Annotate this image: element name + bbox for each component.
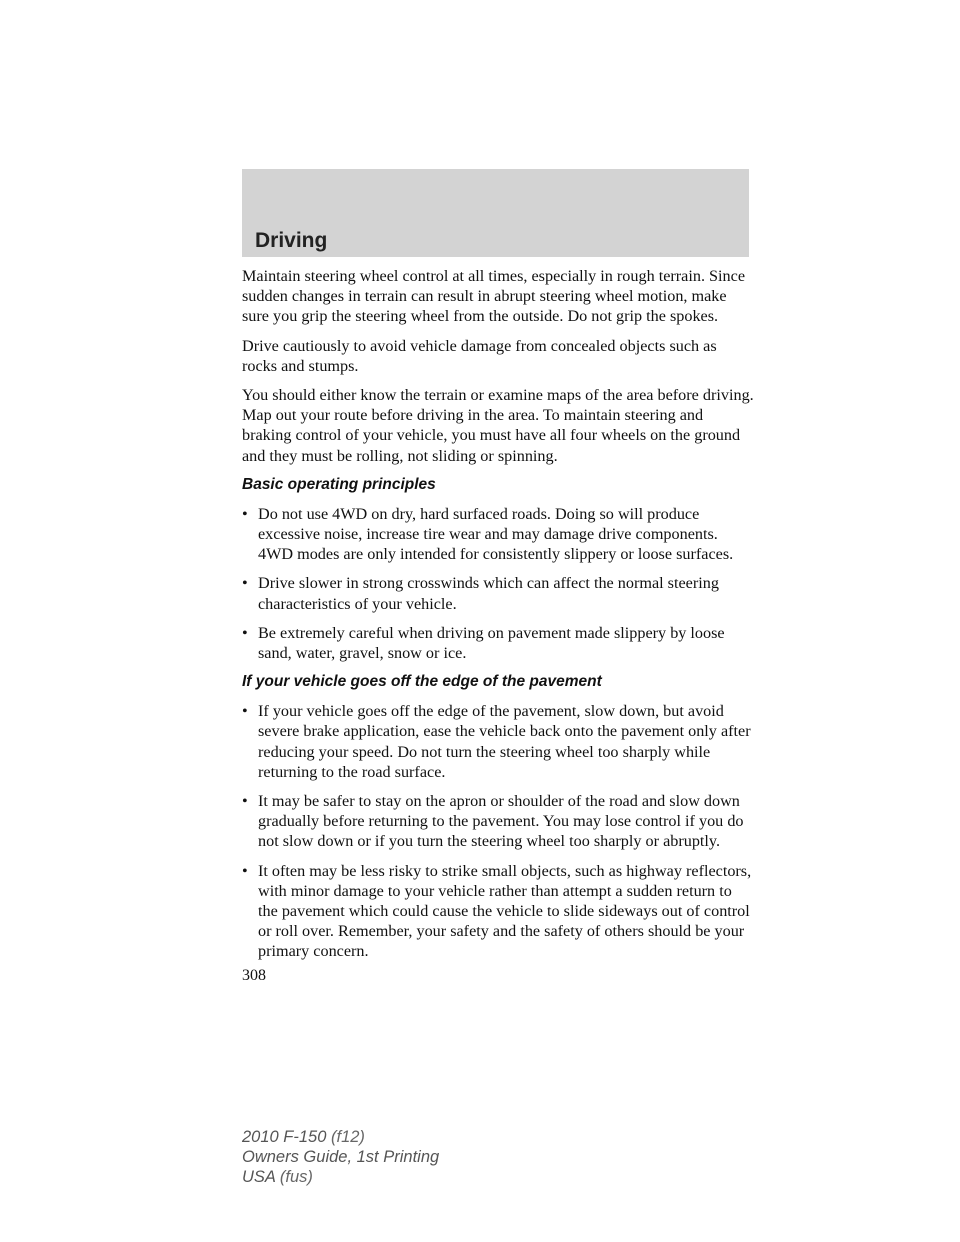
list-item	[242, 861, 754, 962]
list-item-text: If your vehicle goes off the edge of the pavement, slow down, but avoid severe brake application, ease the vehicle back onto the pavement only after reducing your speed. Do not turn the steering wheel too sharply while returning to the road surface.	[258, 702, 751, 781]
footer-market-code: (fus)	[279, 1168, 313, 1186]
document-footer	[242, 1127, 439, 1187]
page-content	[242, 266, 754, 971]
paragraph: Drive cautiously to avoid vehicle damage from concealed objects such as rocks and stumps.	[242, 336, 717, 375]
list-item-text: It may be safer to stay on the apron or shoulder of the road and slow down gradually before returning to the pavement. You may lose control if you do not slow down or if you turn the steering wheel too sharply or abruptly.	[258, 792, 744, 851]
list-item	[242, 504, 754, 565]
footer-model: 2010 F-150	[242, 1128, 327, 1146]
bullet-icon: •	[242, 792, 248, 811]
subheading-off-pavement: If your vehicle goes off the edge of the pavement	[242, 673, 602, 691]
list-item-text: Do not use 4WD on dry, hard surfaced roads. Doing so will produce excessive noise, increase tire wear and may damage drive components. 4WD modes are only intended for consistently slippery or loose surfaces.	[258, 504, 734, 564]
list-item	[242, 701, 754, 782]
footer-model-code: (f12)	[331, 1128, 365, 1146]
footer-line	[242, 1167, 439, 1187]
list-item-text: It often may be less risky to strike small objects, such as highway reflectors, with minor damage to your vehicle rather than attempt a sudden return to the pavement which could cause the vehicle to slide sideways out of control or roll over. Remember, your safety and the safety of others should be your primary concern.	[258, 861, 752, 961]
bullet-icon: •	[242, 623, 248, 642]
bullet-icon: •	[242, 574, 248, 593]
list-item	[242, 573, 754, 613]
footer-line	[242, 1127, 439, 1147]
footer-market: USA	[242, 1168, 276, 1186]
page-number: 308	[242, 967, 266, 984]
bullet-icon: •	[242, 702, 248, 721]
bullet-icon: •	[242, 861, 248, 880]
paragraph: Maintain steering wheel control at all times, especially in rough terrain. Since sudden changes in terrain can result in abrupt steering wheel motion, make sure you grip the steering wheel from the outside. Do not grip the spokes.	[242, 267, 746, 326]
list-item-text: Be extremely careful when driving on pavement made slippery by loose sand, water, gravel, snow or ice.	[258, 623, 725, 663]
list-item	[242, 791, 754, 852]
list-item	[242, 623, 754, 663]
subheading-basic-operating-principles: Basic operating principles	[242, 475, 436, 493]
bullet-list	[242, 701, 754, 961]
bullet-list	[242, 504, 754, 663]
section-title: Driving	[255, 229, 328, 252]
bullet-icon: •	[242, 504, 248, 523]
paragraph: You should either know the terrain or examine maps of the area before driving. Map out your route before driving in the area. To maintain steering and braking control of your vehicle, you must have all four wheels on the ground and they must be rolling, not sliding or spinning.	[242, 386, 754, 465]
footer-line: Owners Guide, 1st Printing	[242, 1148, 440, 1166]
list-item-text: Drive slower in strong crosswinds which can affect the normal steering characteristics of your vehicle.	[258, 574, 719, 613]
